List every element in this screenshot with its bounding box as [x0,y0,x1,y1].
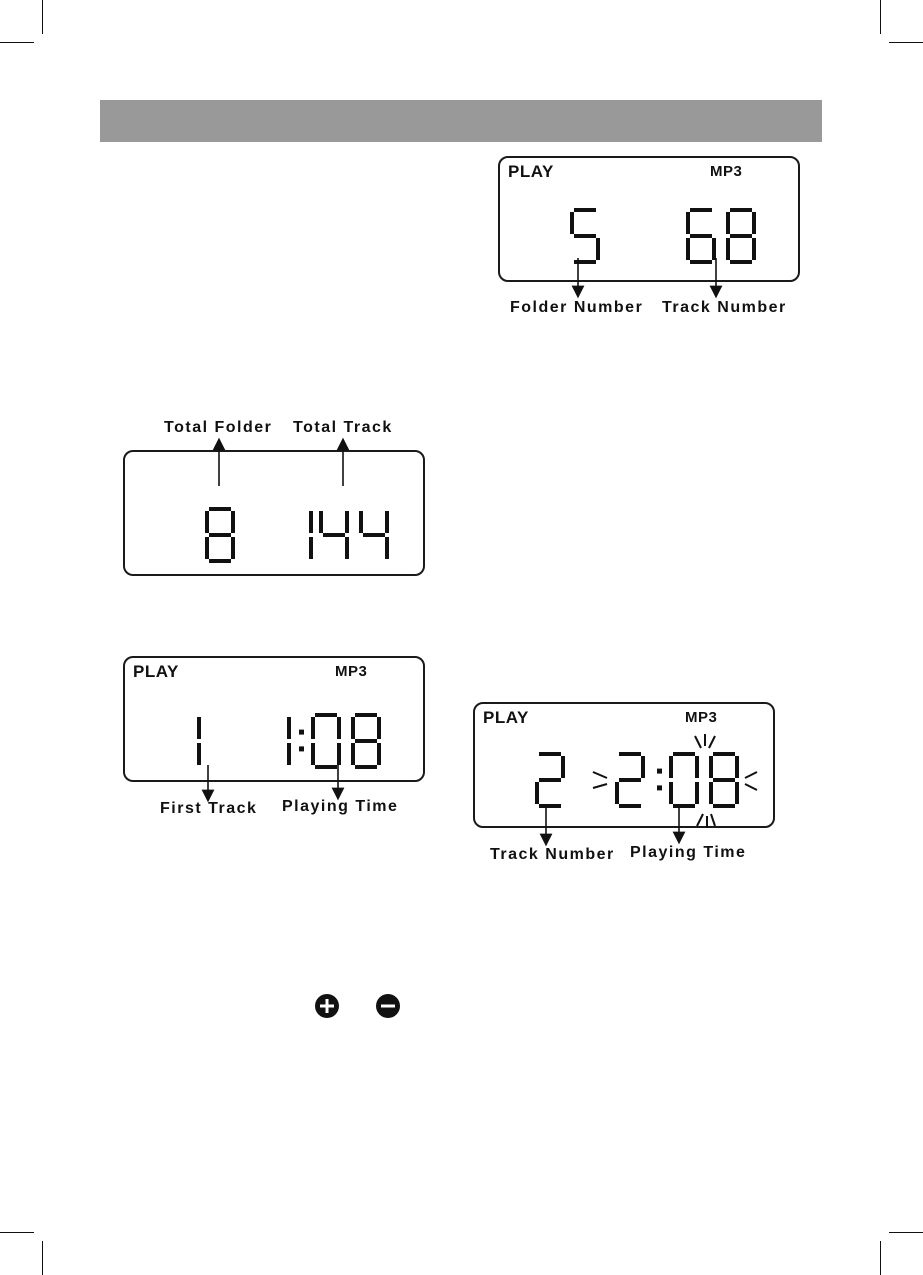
lcd-panel-totals [123,450,425,576]
lcd-digit-0 [311,713,341,769]
colon-dot [299,730,304,735]
mp3-indicator: MP3 [710,163,743,180]
mp3-indicator: MP3 [685,709,718,726]
segment-a [355,713,377,717]
segment-d [209,559,231,563]
lcd-panel-folder-track [498,156,800,282]
segment-c [752,238,756,260]
segment-f [570,212,574,234]
segment-e [351,743,355,765]
lcd-panel-first-track [123,656,425,782]
plus-circle-icon [315,994,339,1018]
segment-f [709,756,713,778]
colon-dot [657,769,662,774]
segment-e [535,782,539,804]
lcd-digit-0 [669,752,699,808]
segment-a [315,713,337,717]
segment-b [309,511,313,533]
lcd-digit-5 [570,208,600,264]
segment-g [209,533,231,537]
segment-a [690,208,712,212]
segment-c [197,743,201,765]
lcd-panel-blinking [473,702,775,828]
segment-e [311,743,315,765]
segment-d [673,804,695,808]
lcd-digit-4 [319,511,349,559]
crop-mark [889,42,923,43]
segment-b [337,717,341,739]
segment-g [539,778,561,782]
lcd-digit-1 [309,511,313,559]
segment-f [311,717,315,739]
lcd-digit-8 [351,713,381,769]
segment-c [309,537,313,559]
lcd-digits-first-track [125,658,427,784]
lcd-digits-totals [125,452,427,578]
segment-f [205,511,209,533]
segment-c [596,238,600,260]
segment-a [539,752,561,756]
segment-c [695,782,699,804]
segment-e [615,782,619,804]
segment-a [209,507,231,511]
lcd-digit-1 [287,717,291,765]
segment-a [619,752,641,756]
segment-a [574,208,596,212]
segment-b [735,756,739,778]
lcd-digit-8 [726,208,756,264]
minus-circle-icon [376,994,400,1018]
play-indicator: PLAY [133,662,179,681]
lcd-digit-2 [615,752,645,808]
segment-a [673,752,695,756]
segment-g [363,533,385,537]
segment-g [574,234,596,238]
segment-c [287,743,291,765]
segment-c [345,537,349,559]
lcd-digit-8 [709,752,739,808]
mp3-indicator: MP3 [335,663,368,680]
colon-dot [657,785,662,790]
lcd-digit-2 [535,752,565,808]
label-folder-number: Folder Number [510,299,644,316]
segment-g [690,234,712,238]
segment-b [197,717,201,739]
segment-d [315,765,337,769]
segment-b [345,511,349,533]
segment-d [690,260,712,264]
segment-f [319,511,323,533]
crop-mark [0,42,34,43]
crop-mark [42,1241,43,1275]
lcd-digit-6 [686,208,716,264]
lcd-digit-1 [197,717,201,765]
label-first-track: First Track [160,800,258,817]
lcd-digits-folder-track [500,158,802,284]
colon-dot [299,746,304,751]
segment-g [730,234,752,238]
segment-d [574,260,596,264]
label-track-number-2: Track Number [490,846,615,863]
label-playing-time-2: Playing Time [630,844,747,861]
lcd-digit-4 [359,511,389,559]
segment-f [686,212,690,234]
segment-a [713,752,735,756]
segment-f [351,717,355,739]
crop-mark [880,0,881,34]
segment-d [539,804,561,808]
lcd-digits-blinking [475,704,777,830]
segment-b [561,756,565,778]
segment-b [377,717,381,739]
section-header-bar [100,100,822,142]
segment-d [619,804,641,808]
segment-f [726,212,730,234]
segment-e [709,782,713,804]
segment-c [712,238,716,260]
segment-f [359,511,363,533]
segment-g [619,778,641,782]
label-track-number: Track Number [662,299,787,316]
segment-d [730,260,752,264]
crop-mark [889,1232,923,1233]
segment-c [231,537,235,559]
crop-mark [880,1241,881,1275]
segment-e [726,238,730,260]
lcd-digit-8 [205,507,235,563]
crop-mark [0,1232,34,1233]
segment-c [735,782,739,804]
label-total-folder: Total Folder [164,419,273,436]
segment-b [641,756,645,778]
segment-b [231,511,235,533]
segment-b [752,212,756,234]
play-indicator: PLAY [508,162,554,181]
segment-e [669,782,673,804]
segment-e [205,537,209,559]
segment-g [355,739,377,743]
segment-g [713,778,735,782]
label-playing-time: Playing Time [282,798,399,815]
segment-c [337,743,341,765]
crop-mark [42,0,43,34]
segment-c [377,743,381,765]
segment-b [385,511,389,533]
segment-d [355,765,377,769]
segment-c [385,537,389,559]
segment-d [713,804,735,808]
segment-g [323,533,345,537]
label-total-track: Total Track [293,419,393,436]
segment-b [287,717,291,739]
segment-a [730,208,752,212]
segment-e [686,238,690,260]
segment-f [669,756,673,778]
play-indicator: PLAY [483,708,529,727]
segment-b [695,756,699,778]
